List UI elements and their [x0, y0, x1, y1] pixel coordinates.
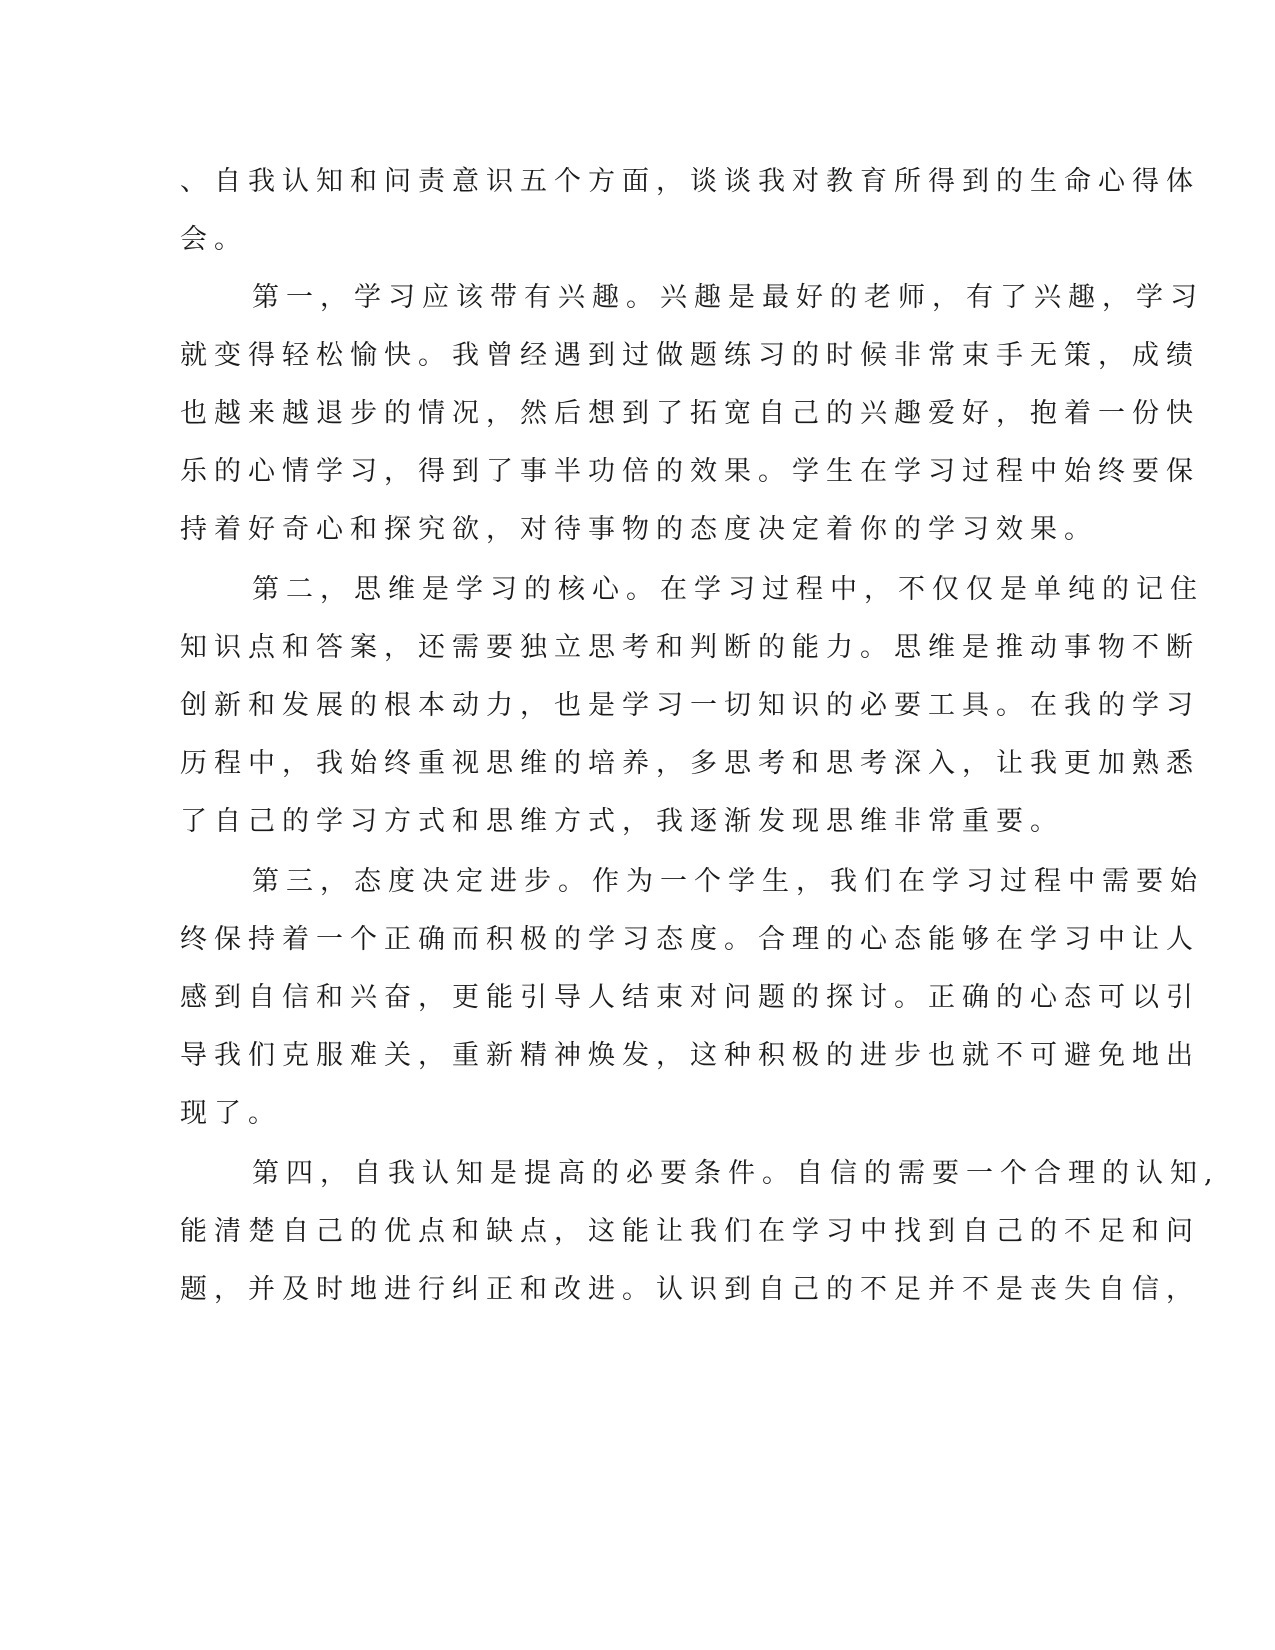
text-line: 知识点和答案，还需要独立思考和判断的能力。思维是推动事物不断 — [180, 632, 1200, 663]
paragraph-first-line: 第一，学习应该带有兴趣。兴趣是最好的老师，有了兴趣，学习 — [252, 282, 1204, 313]
text-line: 也越来越退步的情况，然后想到了拓宽自己的兴趣爱好，抱着一份快 — [180, 398, 1200, 429]
text-line: 创新和发展的根本动力，也是学习一切知识的必要工具。在我的学习 — [180, 690, 1200, 721]
paragraph-first-line: 第三，态度决定进步。作为一个学生，我们在学习过程中需要始 — [252, 866, 1204, 897]
paragraph-first-line: 第二，思维是学习的核心。在学习过程中，不仅仅是单纯的记住 — [252, 574, 1204, 605]
text-line: 感到自信和兴奋，更能引导人结束对问题的探讨。正确的心态可以引 — [180, 982, 1200, 1013]
text-line: 就变得轻松愉快。我曾经遇到过做题练习的时候非常束手无策，成绩 — [180, 340, 1200, 371]
text-line: 乐的心情学习，得到了事半功倍的效果。学生在学习过程中始终要保 — [180, 456, 1200, 487]
text-line: 会。 — [180, 224, 248, 255]
text-line: 题，并及时地进行纠正和改进。认识到自己的不足并不是丧失自信， — [180, 1274, 1200, 1305]
paragraph-first-line: 第四，自我认知是提高的必要条件。自信的需要一个合理的认知, — [252, 1158, 1220, 1189]
text-line: 终保持着一个正确而积极的学习态度。合理的心态能够在学习中让人 — [180, 924, 1200, 955]
text-line: 能清楚自己的优点和缺点，这能让我们在学习中找到自己的不足和问 — [180, 1216, 1200, 1247]
text-line: 持着好奇心和探究欲，对待事物的态度决定着你的学习效果。 — [180, 514, 1098, 545]
text-line: 、自我认知和问责意识五个方面，谈谈我对教育所得到的生命心得体 — [180, 166, 1200, 197]
text-line: 现了。 — [180, 1098, 282, 1129]
text-line: 导我们克服难关，重新精神焕发，这种积极的进步也就不可避免地出 — [180, 1040, 1200, 1071]
text-line: 历程中，我始终重视思维的培养，多思考和思考深入，让我更加熟悉 — [180, 748, 1200, 779]
text-line: 了自己的学习方式和思维方式，我逐渐发现思维非常重要。 — [180, 806, 1064, 837]
